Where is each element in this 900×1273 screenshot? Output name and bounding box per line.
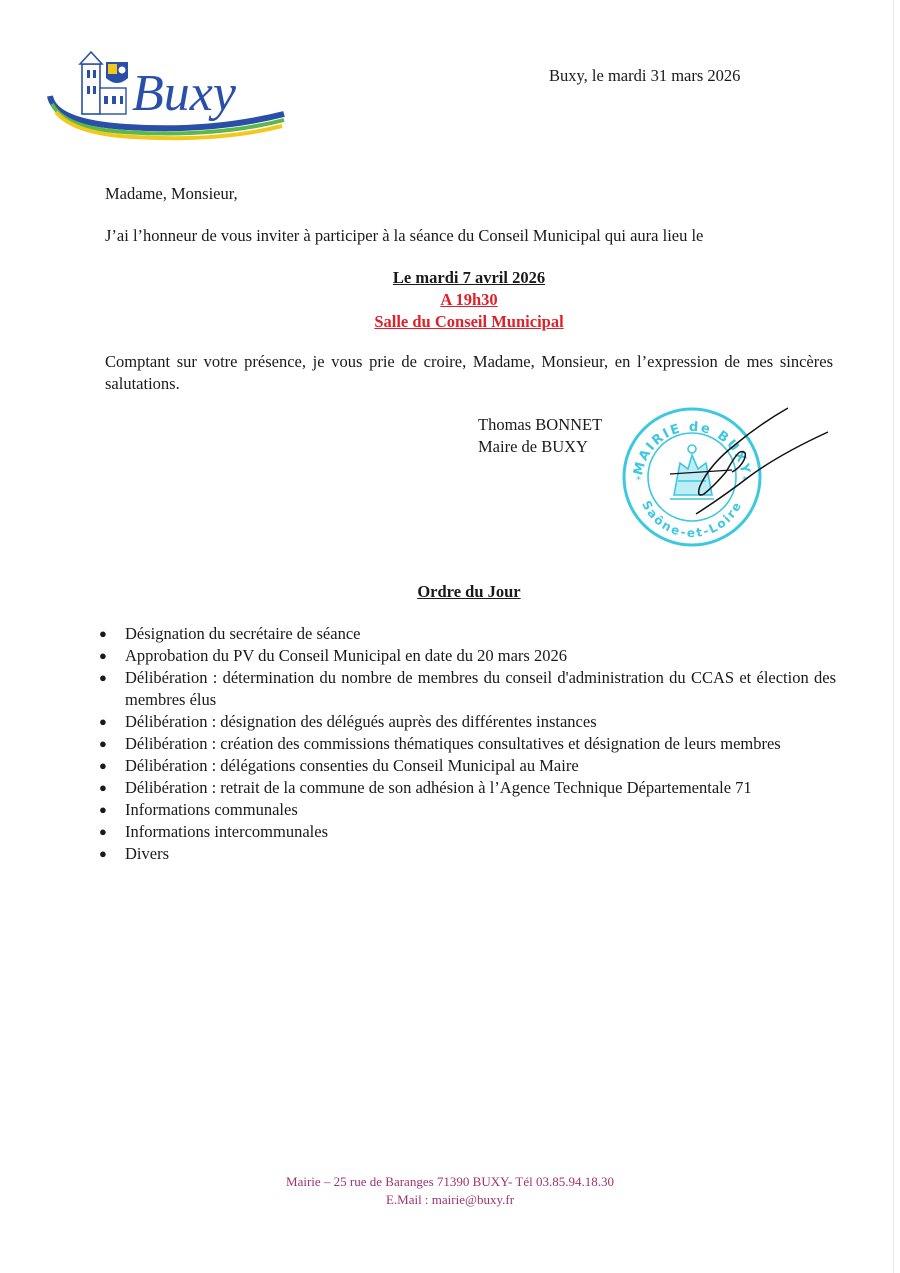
signer-title: Maire de BUXY (478, 437, 588, 456)
list-item: ● Informations communales (99, 800, 298, 819)
bullet-icon: ● (99, 648, 107, 663)
tower-icon (80, 52, 126, 114)
bullet-icon: ● (99, 802, 107, 817)
signer-block (478, 414, 602, 458)
list-item: ● Délibération : désignation des délégués auprès des différentes instances (99, 712, 597, 731)
buxy-logo (44, 48, 294, 158)
page-edge-line (893, 0, 894, 1273)
bullet-icon: ● (99, 736, 107, 751)
signer-name: Thomas BONNET (478, 415, 603, 434)
list-item: ● Délibération : délégations consenties du Conseil Municipal au Maire (99, 756, 579, 775)
list-item: ● Désignation du secrétaire de séance (99, 624, 361, 643)
meeting-time: A 19h30 (440, 290, 498, 309)
bullet-icon: ● (99, 626, 107, 641)
footer-address: Mairie – 25 rue de Baranges 71390 BUXY- Tél 03.85.94.18.30 (286, 1174, 614, 1189)
list-item: ● Délibération : création des commissions thématiques consultatives et désignation de leurs membres (99, 734, 781, 753)
meeting-place: Salle du Conseil Municipal (374, 312, 564, 331)
bullet-icon: ● (99, 846, 107, 861)
handwritten-signature (640, 402, 840, 522)
agenda-list (96, 623, 836, 865)
stamp-top-text: MAIRIE de BUXY (631, 419, 753, 477)
footer-email: E.Mail : mairie@buxy.fr (385, 1192, 515, 1207)
letter-date: Buxy, le mardi 31 mars 2026 (549, 66, 741, 85)
bullet-icon: ● (99, 758, 107, 773)
intro-paragraph: J’ai l’honneur de vous inviter à participer à la séance du Conseil Municipal qui aura lieu le (105, 226, 704, 245)
list-item: ● Approbation du PV du Conseil Municipal en date du 20 mars 2026 (99, 646, 567, 665)
logo-text: Buxy (132, 65, 236, 122)
agenda-title: Ordre du Jour (417, 582, 521, 601)
bullet-icon: ● (99, 824, 107, 839)
svg-text:*: * (742, 475, 747, 486)
bullet-icon: ● (99, 780, 107, 795)
bullet-icon: ● (99, 714, 107, 729)
list-item: ● Délibération : détermination du nombre de membres du conseil d'administration du CCAS et élection des membres élus (99, 668, 836, 709)
list-item: ● Divers (99, 844, 169, 863)
salutation: Madame, Monsieur, (105, 184, 238, 203)
meeting-date: Le mardi 7 avril 2026 (392, 268, 546, 287)
bullet-icon: ● (99, 670, 107, 685)
list-item: ● Informations intercommunales (99, 822, 328, 841)
closing-paragraph: Comptant sur votre présence, je vous prie de croire, Madame, Monsieur, en l’expression de mes sincères salutations. (105, 352, 833, 393)
list-item: ● Délibération : retrait de la commune de son adhésion à l’Agence Technique Départementale 71 (99, 778, 752, 797)
crest-icon (106, 62, 128, 83)
svg-text:*: * (636, 475, 641, 486)
stamp-bottom-text: Saône-et-Loire (639, 498, 745, 541)
